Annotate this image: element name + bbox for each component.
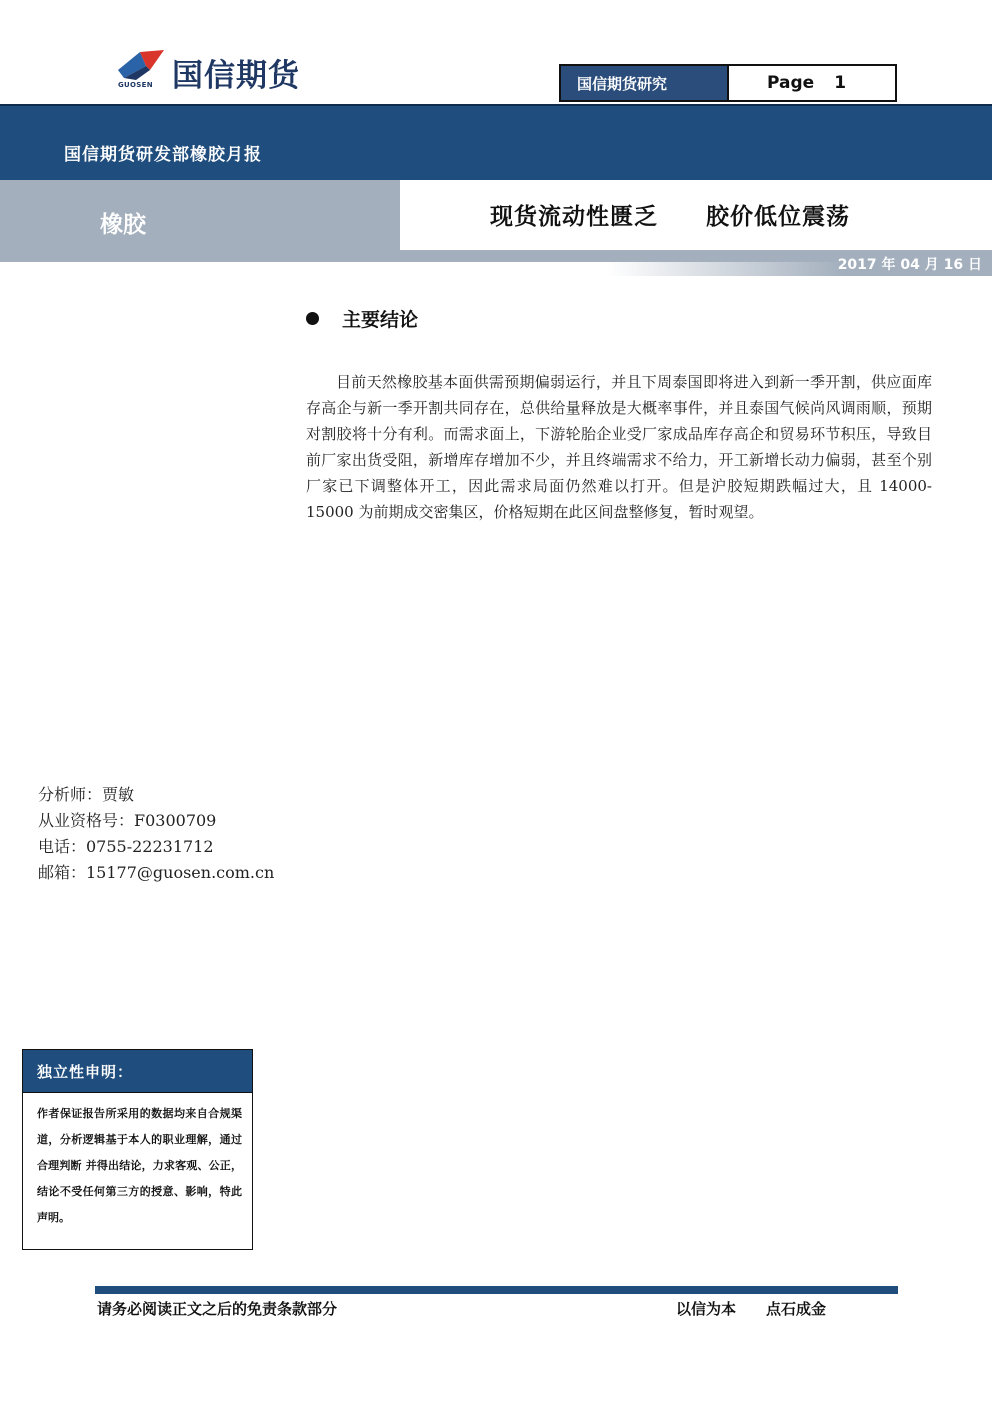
research-label: 国信期货研究 (561, 66, 729, 100)
page-label: Page (767, 73, 815, 93)
footer-slogan: 以信为本 点石成金 (676, 1300, 827, 1318)
independence-box (22, 1049, 253, 1250)
page-number: 1 (834, 73, 847, 93)
section-title: 主要结论 (342, 309, 419, 331)
analyst-name: 分析师：贾敏 (38, 785, 135, 804)
report-series-title: 国信期货研发部橡胶月报 (64, 145, 262, 165)
footer-disclaimer: 请务必阅读正文之后的免责条款部分 (97, 1300, 338, 1318)
independence-title: 独立性申明： (23, 1050, 252, 1093)
report-headline: 现货流动性匮乏 胶价低位震荡 (490, 203, 850, 230)
analyst-info (38, 782, 274, 886)
analyst-phone: 电话：0755-22231712 (38, 837, 214, 856)
header-page-box (559, 64, 897, 102)
category-panel (0, 180, 400, 262)
conclusion-body: 目前天然橡胶基本面供需预期偏弱运行，并且下周泰国即将进入到新一季开割，供应面库存高企与新一季开割共同存在，总供给量释放是大概率事件，并且泰国气候尚风调雨顺，预期对割胶将十分有利。而需求面上，下游轮胎企业受厂家成品库存高企和贸易环节积压，导致目前厂家出货受阻，新增库存增加不少，并且终端需求不给力，开工新增长动力偏弱，甚至个别厂家已下调整体开工，因此需求局面仍然难以打开。但是沪胶短期跌幅过大，且 14000-15000 为前期成交密集区，价格短期在此区间盘整修复，暂时观望。 (306, 373, 932, 521)
page-indicator (729, 66, 895, 100)
analyst-license: 从业资格号：F0300709 (38, 811, 217, 830)
company-logo (116, 48, 356, 92)
category-label: 橡胶 (100, 211, 146, 238)
bullet-icon (306, 312, 319, 325)
footer-divider (95, 1286, 898, 1294)
logo-subtitle: GUOSEN (118, 81, 153, 89)
independence-text: 作者保证报告所采用的数据均来自合规渠道，分析逻辑基于本人的职业理解，通过合理判断 并得出结论，力求客观、公正，结论不受任何第三方的授意、影响，特此声明。 (37, 1107, 242, 1224)
logo-name: 国信期货 (172, 58, 300, 94)
report-banner (0, 104, 992, 180)
report-date: 2017 年 04 月 16 日 (837, 257, 982, 273)
analyst-email: 邮箱：15177@guosen.com.cn (38, 863, 275, 882)
